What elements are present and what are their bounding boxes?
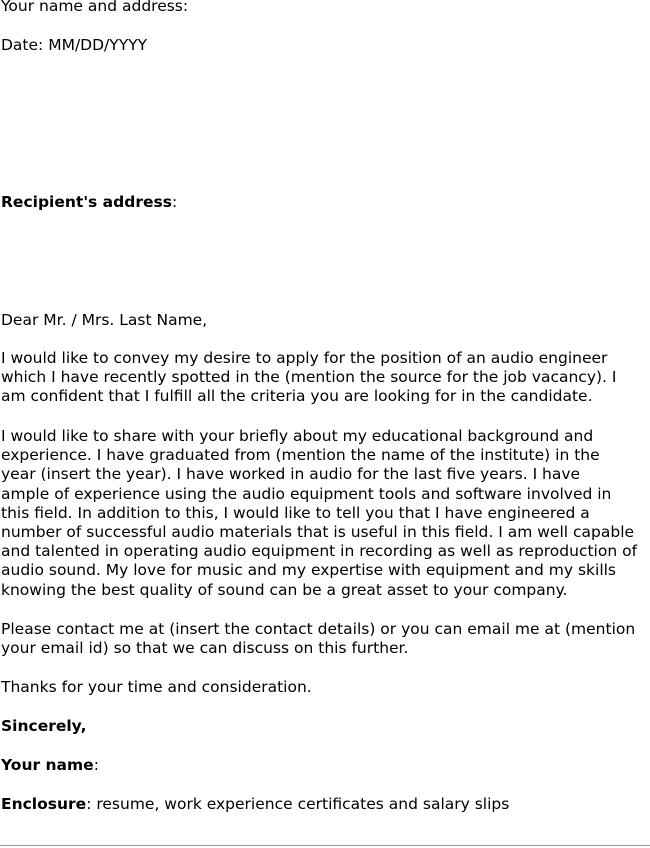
paragraph-line: this field. In addition to this, I would like to tell you that I have engineered a xyxy=(1,503,590,522)
paragraph-line: I would like to convey my desire to apply for the position of an audio engineer xyxy=(1,349,608,367)
closing xyxy=(1,717,86,736)
paragraph-line: ample of experience using the audio equipment tools and software involved in xyxy=(1,484,612,503)
enclosure-text: : resume, work experience certificates and salary slips xyxy=(86,795,510,813)
date-line: Date: MM/DD/YYYY xyxy=(1,36,148,54)
paragraph-line: I would like to share with your briefly about my educational background and xyxy=(1,427,594,445)
paragraph-line: experience. I have graduated from (mention the name of the institute) in the xyxy=(1,446,600,465)
recipient-address-line xyxy=(1,193,177,212)
paragraph-line: knowing the best quality of sound can be a great asset to your company. xyxy=(1,580,568,599)
salutation: Dear Mr. / Mrs. Last Name, xyxy=(1,311,208,329)
paragraph-line: year (insert the year). I have worked in audio for the last five years. I have xyxy=(1,465,581,484)
paragraph-background xyxy=(1,427,650,600)
sender-address-line: Your name and address: xyxy=(1,0,189,15)
paragraph-line: which I have recently spotted in the (mention the source for the job vacancy). I xyxy=(1,368,617,387)
closing-text: Sincerely, xyxy=(1,717,87,735)
paragraph-line: audio sound. My love for music and my expertise with equipment and my skills xyxy=(1,561,617,580)
paragraph-line: and talented in operating audio equipment in recording as well as reproduction of xyxy=(1,542,638,561)
signature-colon: : xyxy=(93,756,99,774)
paragraph-line: number of successful audio materials that is useful in this field. I am well capable xyxy=(1,523,635,542)
thanks-line: Thanks for your time and consideration. xyxy=(1,678,312,696)
enclosure-label: Enclosure xyxy=(1,795,87,813)
paragraph-contact xyxy=(1,620,650,658)
bottom-divider xyxy=(0,845,650,846)
paragraph-line: Please contact me at (insert the contact details) or you can email me at (mention xyxy=(1,620,636,638)
enclosure-line xyxy=(1,795,509,814)
paragraph-line: your email id) so that we can discuss on this further. xyxy=(1,639,409,658)
recipient-address-label: Recipient's address xyxy=(1,193,172,211)
signature-label: Your name xyxy=(1,756,94,774)
signature-line xyxy=(1,756,99,775)
paragraph-application-intent xyxy=(1,349,650,407)
recipient-address-colon: : xyxy=(171,193,178,211)
paragraph-line: am confident that I fulfill all the criteria you are looking for in the candidate. xyxy=(1,387,593,406)
